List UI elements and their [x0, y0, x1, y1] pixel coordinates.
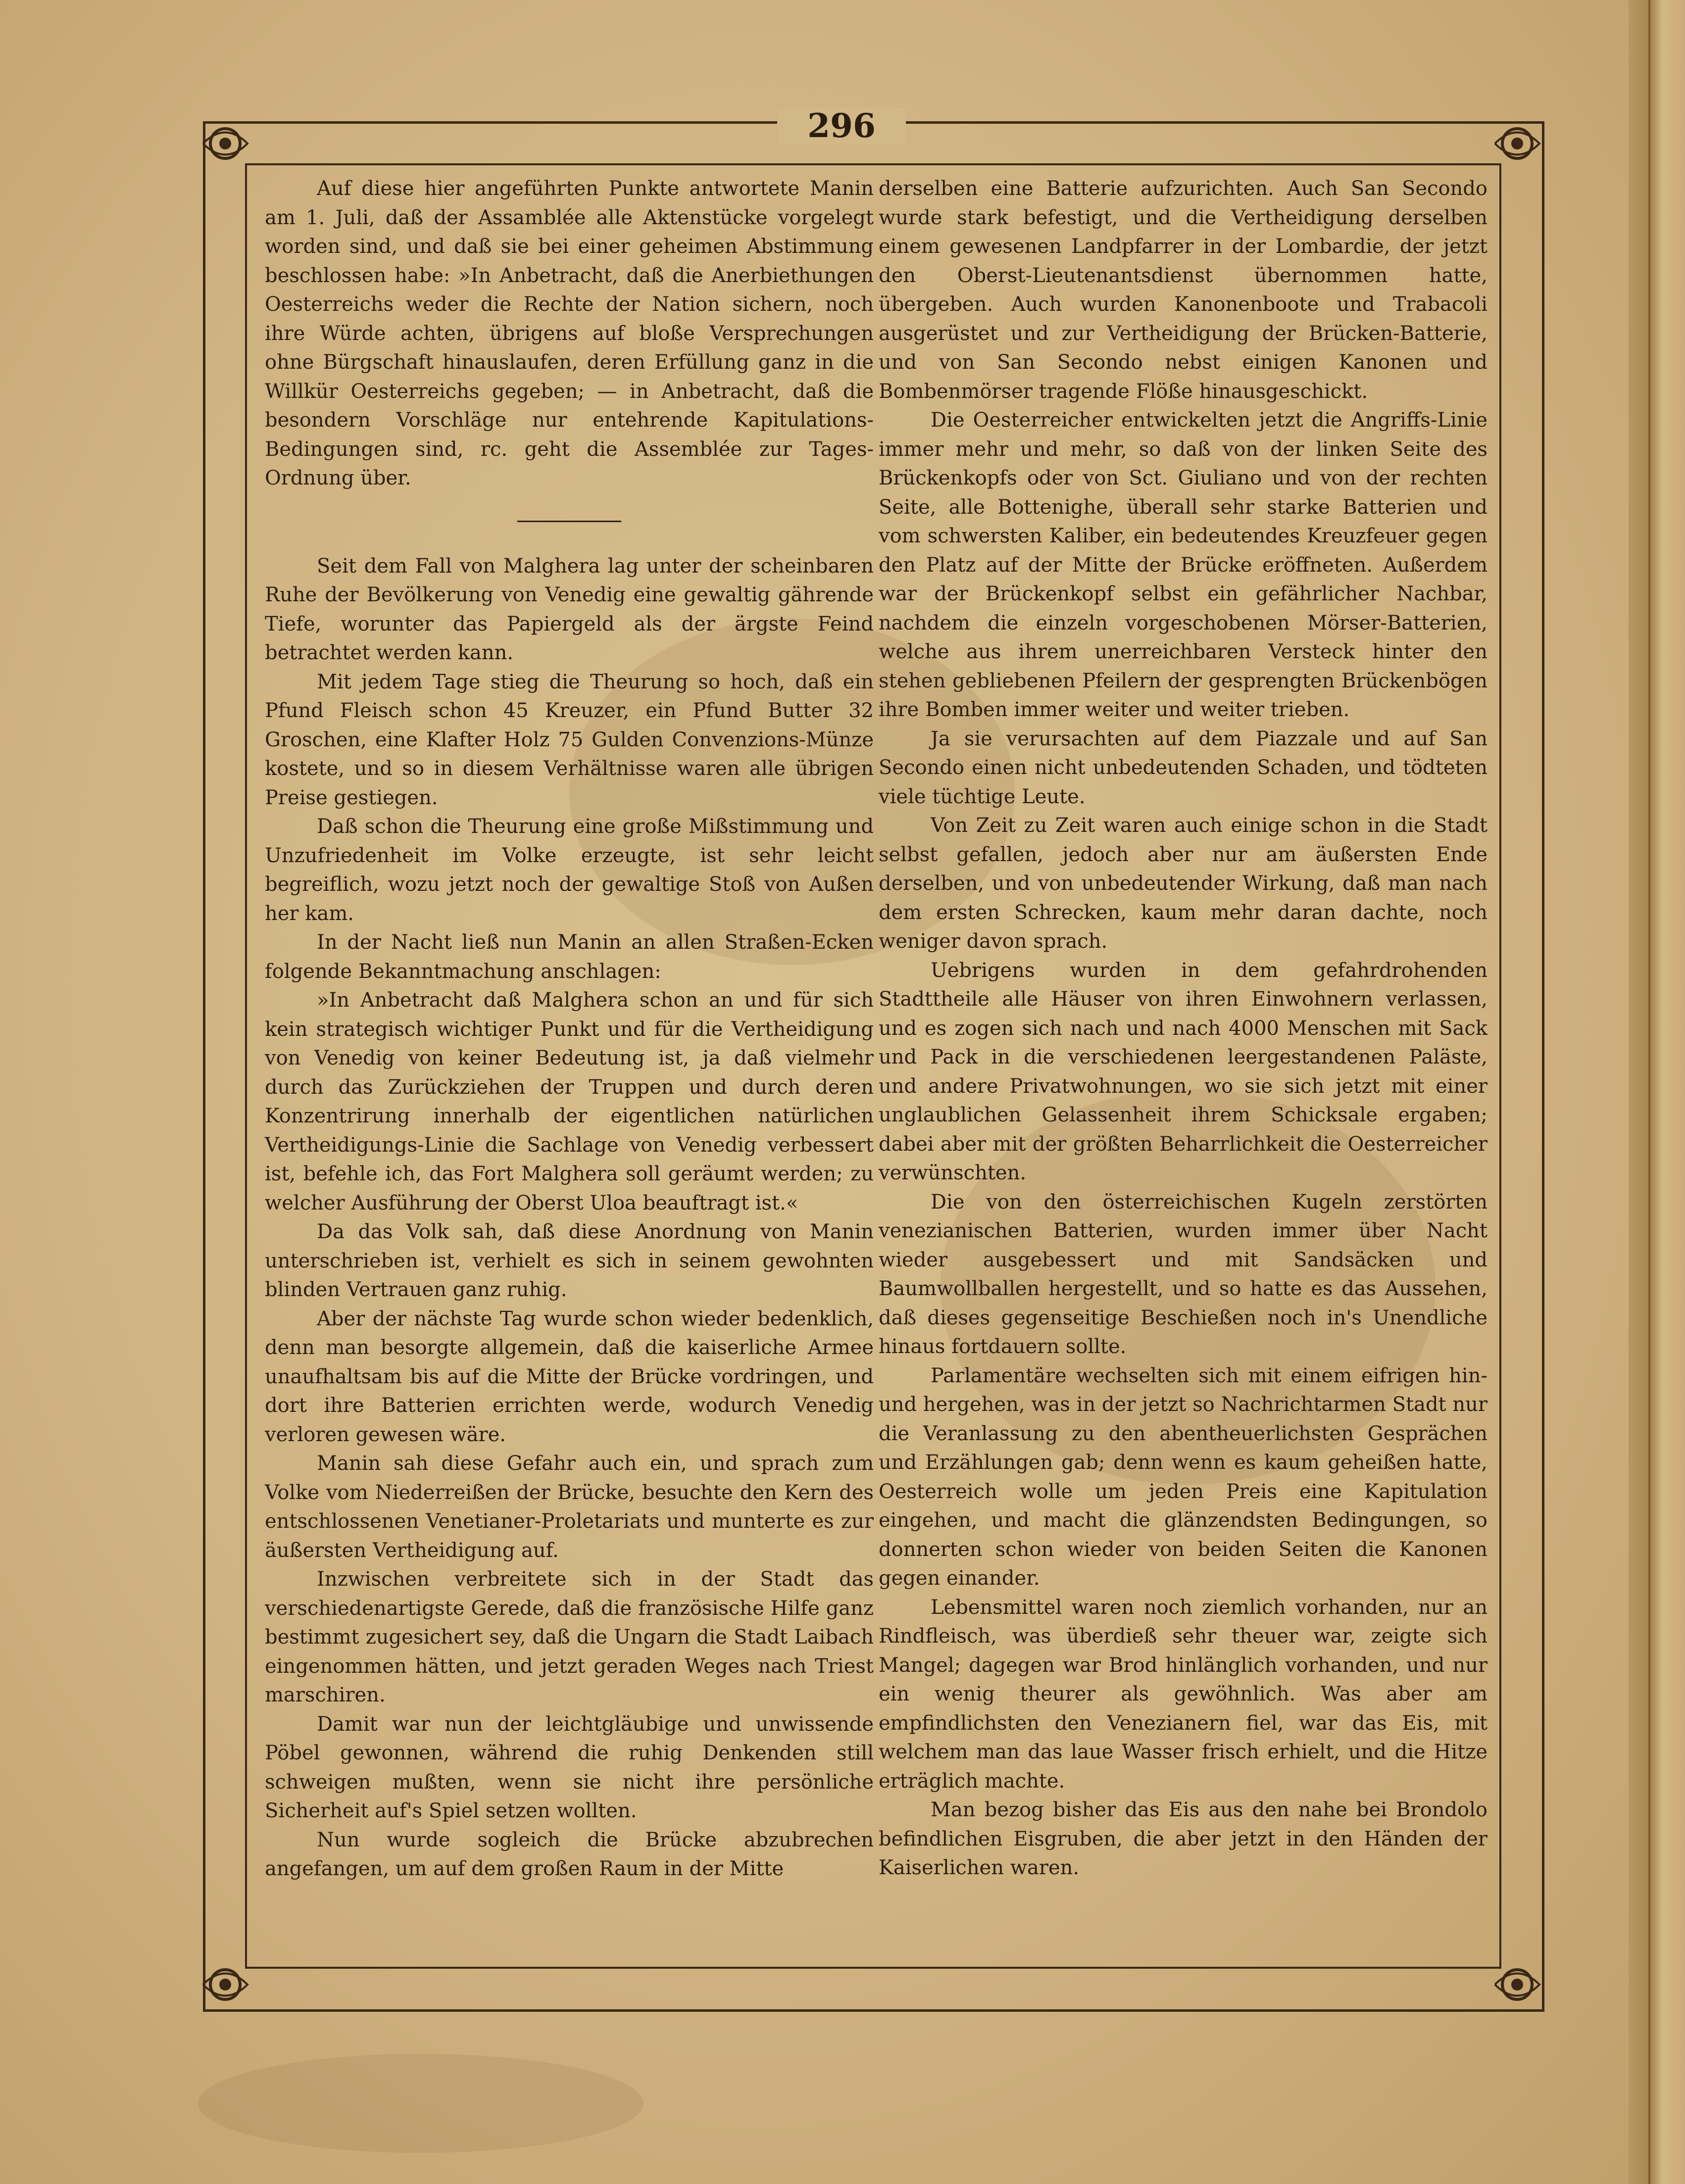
paragraph: Manin sah diese Gefahr auch ein, und sprach zum Volke vom Niederreißen der Brücke, besuchte den Kern des entschlossenen Venetianer-Proletariats und munterte es zur äußersten Vertheidigung auf.: [265, 1452, 874, 1562]
paragraph: Die Oesterreicher entwickelten jetzt die Angriffs-Linie immer mehr und mehr, so daß von der linken Seite des Brückenkopfs oder von Sct. Giuliano und von der rechten Seite, alle Bottenighe, überall sehr starke Batterien und vom schwersten Kaliber, ein bedeutendes Kreuzfeuer gegen den Platz auf der Mitte der Brücke eröffneten. Außerdem war der Brückenkopf selbst ein gefährlicher Nachbar, nachdem die einzeln vorgeschobenen Mörser-Batterien, welche aus ihrem unerreichbaren Versteck hinter den stehen gebliebenen Pfeilern der gesprengten Brückenbögen ihre Bomben immer weiter und weiter trieben.: [879, 409, 1487, 721]
paragraph: derselben eine Batterie aufzurichten. Auch San Secondo wurde stark befestigt, und die Vertheidigung derselben einem gewesenen Landpfarrer in der Lombardie, der jetzt den Oberst-Lieutenantsdienst übernommen hatte, übergeben. Auch wurden Kanonenboote und Trabacoli ausgerüstet und zur Vertheidigung der Brücken-Batterie, und von San Secondo nebst einigen Kanonen und Bombenmörser tragende Flöße hinausgeschickt.: [879, 177, 1487, 403]
paragraph: Parlamentäre wechselten sich mit einem eifrigen hin- und hergehen, was in der jetzt so Nachrichtarmen Stadt nur die Veranlassung zu den abentheuerlichsten Gesprächen und Erzählungen gab; denn wenn es kaum geheißen hatte, Oesterreich wolle um jeden Preis eine Kapitulation eingehen, und macht die glänzendsten Bedingungen, so donnerten schon wieder von beiden Seiten die Kanonen gegen einander.: [879, 1364, 1487, 1590]
paragraph: Die von den österreichischen Kugeln zerstörten venezianischen Batterien, wurden immer über Nacht wieder ausgebessert und mit Sandsäcken und Baumwollballen hergestellt, und so hatte es das Aussehen, daß dieses gegenseitige Beschießen noch in's Unendliche hinaus fortdauern sollte.: [879, 1190, 1487, 1358]
paragraph: Mit jedem Tage stieg die Theurung so hoch, daß ein Pfund Fleisch schon 45 Kreuzer, ein Pfund Butter 32 Groschen, eine Klafter Holz 75 Gulden Convenzions-Münze kostete, und so in diesem Verhältnisse waren alle übrigen Preise gestiegen.: [265, 670, 874, 809]
paragraph: Man bezog bisher das Eis aus den nahe bei Brondolo befindlichen Eisgruben, die aber jetzt in den Händen der Kaiserlichen waren.: [879, 1798, 1487, 1879]
corner-ornament-icon: [198, 116, 252, 171]
paper-stain: [198, 2054, 644, 2153]
paragraph: Lebensmittel waren noch ziemlich vorhanden, nur an Rindfleisch, was überdieß sehr theuer war, zeigte sich Mangel; dagegen war Brod hinlänglich vorhanden, und nur ein wenig theurer als gewöhnlich. Was aber am empfindlichsten den Venezianern fiel, war das Eis, mit welchem man das laue Wasser frisch erhielt, und die Hitze erträglich machte.: [879, 1596, 1487, 1793]
paragraph: Von Zeit zu Zeit waren auch einige schon in die Stadt selbst gefallen, jedoch aber nur am äußersten Ende derselben, und von unbedeutender Wirkung, daß man nach dem ersten Schrecken, kaum mehr daran dachte, noch weniger davon sprach.: [879, 814, 1487, 953]
section-divider: [517, 521, 621, 522]
paragraph: Aber der nächste Tag wurde schon wieder bedenklich, denn man besorgte allgemein, daß die kaiserliche Armee unaufhaltsam bis auf die Mitte der Brücke vordringen, und dort ihre Batterien errichten werde, wodurch Venedig verloren gewesen wäre.: [265, 1307, 874, 1446]
corner-ornament-icon: [1490, 1957, 1544, 2012]
paragraph: Uebrigens wurden in dem gefahrdrohenden Stadttheile alle Häuser von ihren Einwohnern verlassen, und es zogen sich nach und nach 4000 Menschen mit Sack und Pack in die verschiedenen leergestandenen Paläste, und andere Privatwohnungen, wo sie sich jetzt mit einer unglaublichen Gelassenheit ihrem Schicksale ergaben; dabei aber mit der größten Beharrlichkeit die Oesterreicher verwünschten.: [879, 959, 1487, 1184]
paragraph: In der Nacht ließ nun Manin an allen Straßen-Ecken folgende Bekanntmachung anschlagen:: [265, 931, 874, 983]
paragraph: Daß schon die Theurung eine große Mißstimmung und Unzufriedenheit im Volke erzeugte, ist sehr leicht begreiflich, wozu jetzt noch der gewaltige Stoß von Außen her kam.: [265, 815, 874, 925]
left-column: [265, 174, 874, 1884]
paragraph: Seit dem Fall von Malghera lag unter der scheinbaren Ruhe der Bevölkerung von Venedig eine gewaltig gährende Tiefe, worunter das Papiergeld als der ärgste Feind betrachtet werden kann.: [265, 554, 874, 664]
page-number: 296: [777, 108, 906, 144]
paragraph: Inzwischen verbreitete sich in der Stadt das verschiedenartigste Gerede, daß die französische Hilfe ganz bestimmt zugesichert sey, daß die Ungarn die Stadt Laibach eingenommen hätten, und jetzt geraden Weges nach Triest marschiren.: [265, 1568, 874, 1706]
paragraph: »In Anbetracht daß Malghera schon an und für sich kein strategisch wichtiger Punkt und für die Vertheidigung von Venedig von keiner Bedeutung ist, ja daß vielmehr durch das Zurückziehen der Truppen und durch deren Konzentrirung innerhalb der eigentlichen natürlichen Vertheidigungs-Linie die Sachlage von Venedig verbessert ist, befehle ich, das Fort Malghera soll geräumt werden; zu welcher Ausführung der Oberst Uloa beauftragt ist.«: [265, 989, 874, 1214]
book-spine-line: [1648, 0, 1650, 2184]
paragraph: Ja sie verursachten auf dem Piazzale und auf San Secondo einen nicht unbedeutenden Schaden, und tödteten viele tüchtige Leute.: [879, 727, 1487, 808]
paragraph: Auf diese hier angeführten Punkte antwortete Manin am 1. Juli, daß der Assamblée alle Aktenstücke vorgelegt worden sind, und daß sie bei einer geheimen Abstimmung beschlossen habe: »In Anbetracht, daß die Anerbiethungen Oesterreichs weder die Rechte der Nation sichern, noch ihre Würde achten, übrigens auf bloße Versprechungen ohne Bürgschaft hinauslaufen, deren Erfüllung ganz in die Willkür Oesterreichs gegeben; — in Anbetracht, daß die besondern Vorschläge nur entehrende Kapitulations-Bedingungen sind, rc. geht die Assemblée zur Tages-Ordnung über.: [265, 177, 874, 489]
corner-ornament-icon: [1490, 116, 1544, 171]
paragraph: Da das Volk sah, daß diese Anordnung von Manin unterschrieben ist, verhielt es sich in seinem gewohnten blinden Vertrauen ganz ruhig.: [265, 1220, 874, 1301]
paragraph: Damit war nun der leichtgläubige und unwissende Pöbel gewonnen, während die ruhig Denkenden still schweigen mußten, wenn sie nicht ihre persönliche Sicherheit auf's Spiel setzen wollten.: [265, 1712, 874, 1822]
paragraph: Nun wurde sogleich die Brücke abzubrechen angefangen, um auf dem großen Raum in der Mitte: [265, 1828, 874, 1880]
corner-ornament-icon: [198, 1957, 252, 2012]
right-column: [879, 174, 1487, 1883]
book-spine-edge: [1629, 0, 1685, 2184]
